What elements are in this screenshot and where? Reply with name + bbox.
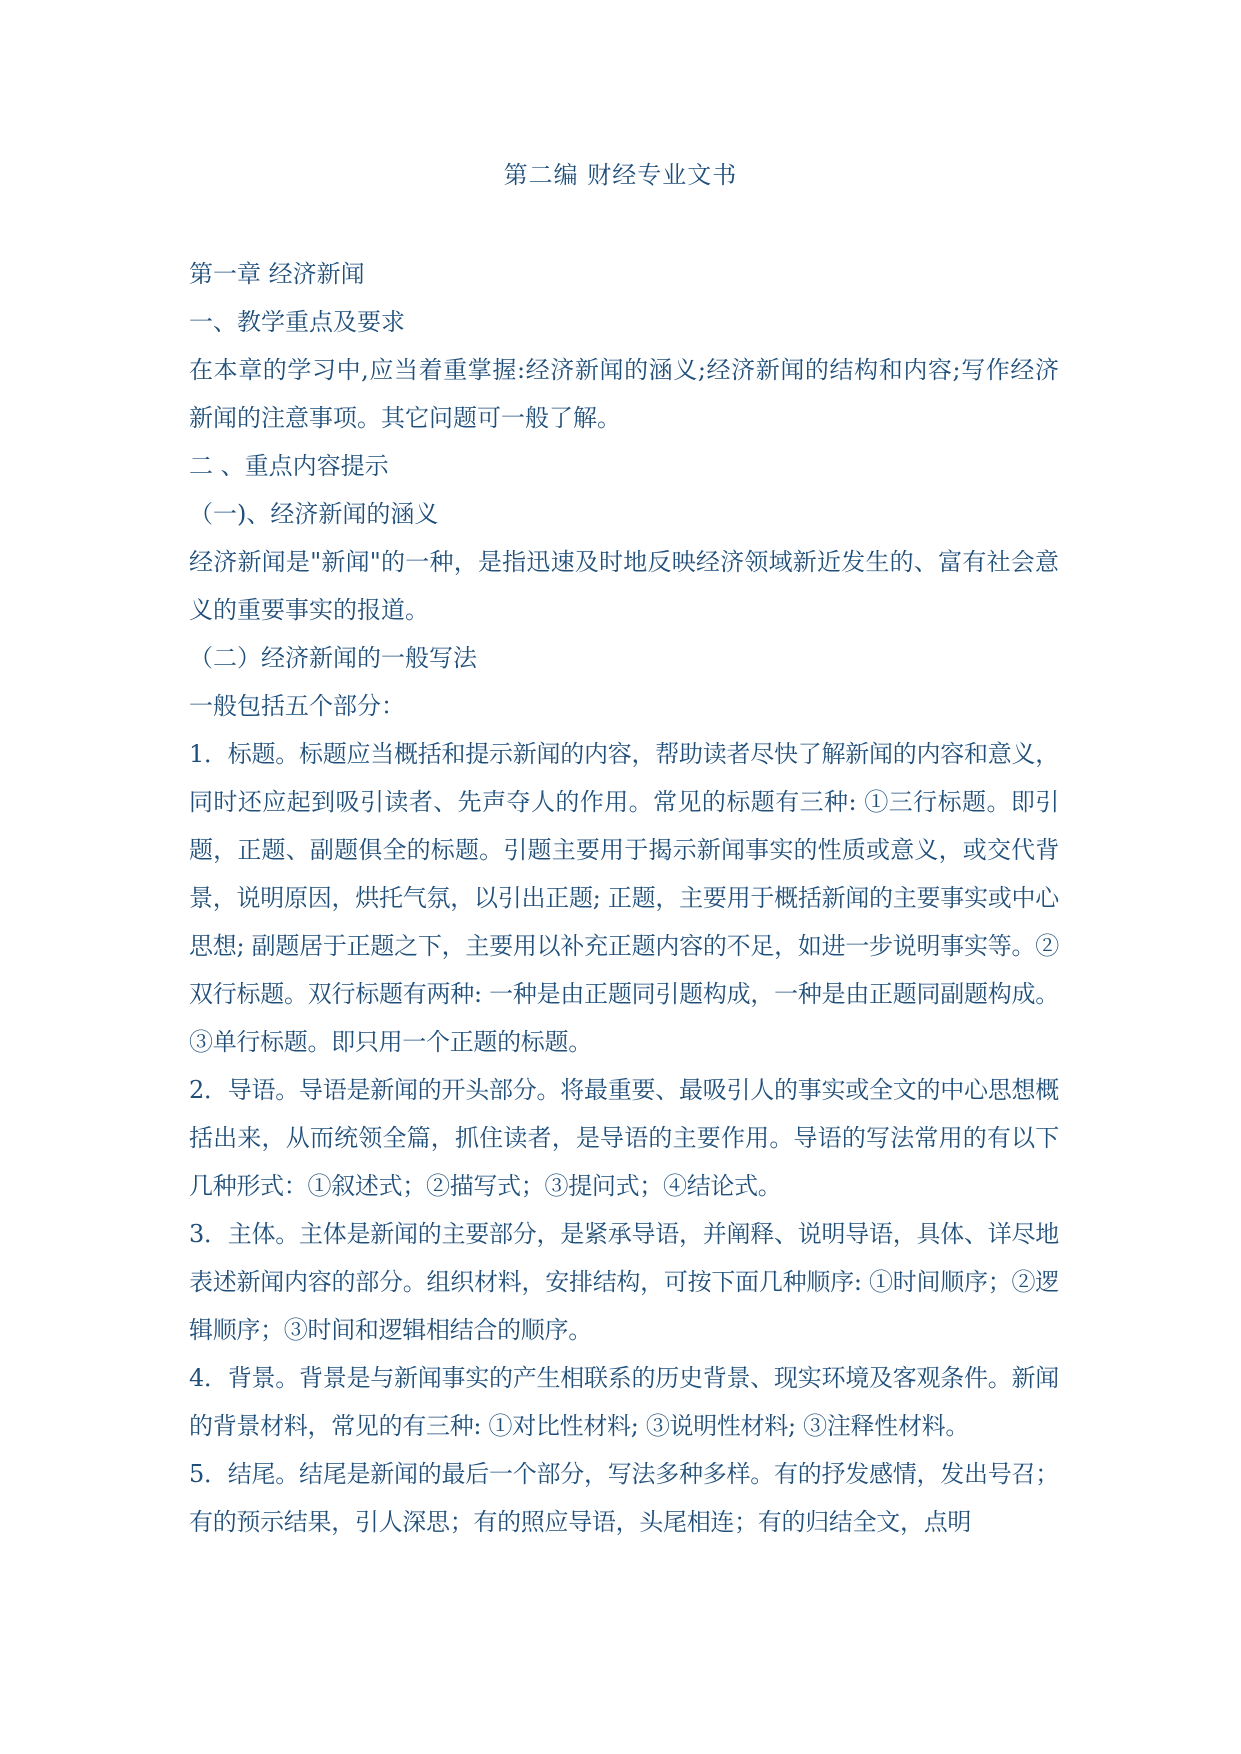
subsection-body-1: 经济新闻是"新闻"的一种，是指迅速及时地反映经济领域新近发生的、富有社会意义的重要事实的报道。 xyxy=(189,548,1059,624)
list-item-ending: 5．结尾。结尾是新闻的最后一个部分，写法多种多样。有的抒发感情，发出号召；有的预示结果，引人深思；有的照应导语，头尾相连；有的归结全文，点明 xyxy=(189,1460,1059,1536)
subsection-intro-2: 一般包括五个部分： xyxy=(189,692,405,720)
list-item-lead: 2．导语。导语是新闻的开头部分。将最重要、最吸引人的事实或全文的中心思想概括出来，从而统领全篇，抓住读者，是导语的主要作用。导语的写法常用的有以下几种形式：①叙述式；②描写式；③提问式；④结论式。 xyxy=(189,1076,1059,1200)
list-item-title: 1．标题。标题应当概括和提示新闻的内容，帮助读者尽快了解新闻的内容和意义，同时还应起到吸引读者、先声夺人的作用。常见的标题有三种: ①三行标题。即引题，正题、副题俱全的标题。引题主要用于揭示新闻事实的性质或意义，或交代背景，说明原因，烘托气氛，以引出正题; 正题，主要用于概括新闻的主要事实或中心思想; 副题居于正题之下，主要用以补充正题内容的不足，如进一步说明事实等。②双行标题。双行标题有两种: 一种是由正题同引题构成，一种是由正题同副题构成。③单行标题。即只用一个正题的标题。 xyxy=(189,740,1059,1056)
list-item-background: 4．背景。背景是与新闻事实的产生相联系的历史背景、现实环境及客观条件。新闻的背景材料，常见的有三种: ①对比性材料; ③说明性材料; ③注释性材料。 xyxy=(189,1364,1059,1440)
section-body-1: 在本章的学习中,应当着重掌握:经济新闻的涵义;经济新闻的结构和内容;写作经济新闻的注意事项。其它问题可一般了解。 xyxy=(189,356,1059,432)
document-body xyxy=(189,250,1059,1546)
section-heading-1: 一、教学重点及要求 xyxy=(189,308,405,336)
chapter-heading: 第一章 经济新闻 xyxy=(189,260,365,288)
list-item-body: 3．主体。主体是新闻的主要部分，是紧承导语，并阐释、说明导语，具体、详尽地表述新闻内容的部分。组织材料，安排结构，可按下面几种顺序: ①时间顺序；②逻辑顺序；③时间和逻辑相结合的顺序。 xyxy=(189,1220,1059,1344)
document-title: 第二编 财经专业文书 xyxy=(503,161,738,189)
section-heading-2: 二 、重点内容提示 xyxy=(189,452,389,480)
subsection-heading-2: （二）经济新闻的一般写法 xyxy=(189,644,477,672)
subsection-heading-1: （一)、经济新闻的涵义 xyxy=(189,500,439,528)
